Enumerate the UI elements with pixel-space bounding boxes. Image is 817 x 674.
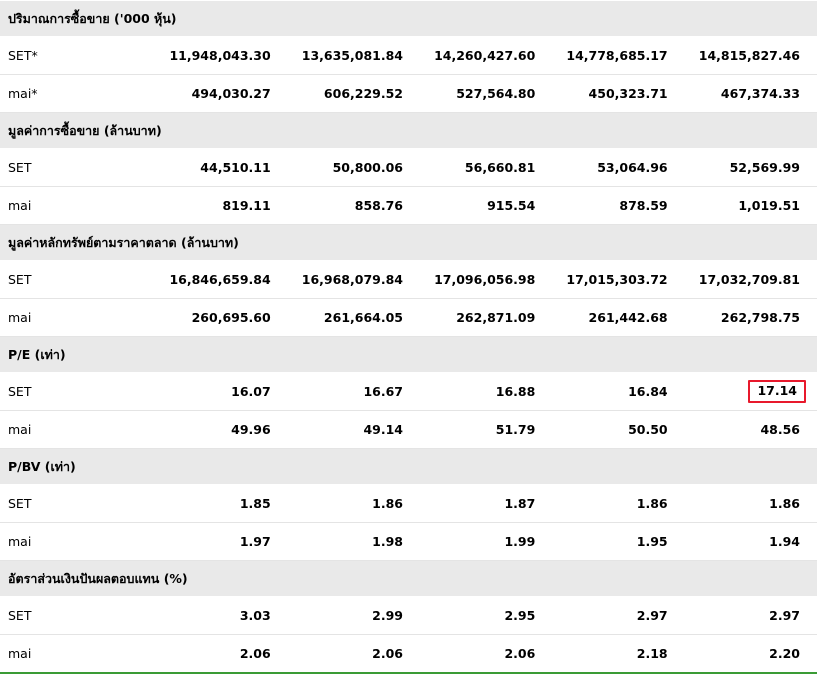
value-cell: 1.94 <box>685 523 817 561</box>
value-cell: 2.06 <box>155 635 287 674</box>
value-cell <box>685 373 817 411</box>
value-cell: 1,019.51 <box>685 187 817 225</box>
value-cell: 56,660.81 <box>420 149 552 187</box>
table-row <box>0 75 817 113</box>
value-cell: 52,569.99 <box>685 149 817 187</box>
section-heading: P/E (เท่า) <box>0 337 817 373</box>
value-cell: 16.84 <box>552 373 684 411</box>
value-cell: 48.56 <box>685 411 817 449</box>
row-label: mai <box>0 523 155 561</box>
row-label: SET <box>0 597 155 635</box>
value-cell: 16.67 <box>288 373 420 411</box>
table-row <box>0 373 817 411</box>
table-row <box>0 299 817 337</box>
value-cell: 1.86 <box>685 485 817 523</box>
value-cell: 2.97 <box>552 597 684 635</box>
value-cell: 53,064.96 <box>552 149 684 187</box>
row-label: SET <box>0 373 155 411</box>
row-label: SET* <box>0 37 155 75</box>
table-row <box>0 37 817 75</box>
value-cell: 2.99 <box>288 597 420 635</box>
row-label: mai <box>0 411 155 449</box>
value-cell: 494,030.27 <box>155 75 287 113</box>
value-cell: 14,778,685.17 <box>552 37 684 75</box>
value-cell: 49.14 <box>288 411 420 449</box>
highlighted-value: 17.14 <box>748 380 806 403</box>
value-cell: 858.76 <box>288 187 420 225</box>
value-cell: 16,846,659.84 <box>155 261 287 299</box>
value-cell: 49.96 <box>155 411 287 449</box>
value-cell: 1.87 <box>420 485 552 523</box>
row-label: mai <box>0 299 155 337</box>
section-heading: มูลค่าการซื้อขาย (ล้านบาท) <box>0 113 817 149</box>
value-cell: 915.54 <box>420 187 552 225</box>
value-cell: 14,260,427.60 <box>420 37 552 75</box>
section-heading-row <box>0 225 817 261</box>
value-cell: 13,635,081.84 <box>288 37 420 75</box>
section-heading: ปริมาณการซื้อขาย ('000 หุ้น) <box>0 1 817 37</box>
section-heading: มูลค่าหลักทรัพย์ตามราคาตลาด (ล้านบาท) <box>0 225 817 261</box>
section-heading-row <box>0 449 817 485</box>
value-cell: 16.88 <box>420 373 552 411</box>
value-cell: 261,442.68 <box>552 299 684 337</box>
value-cell: 261,664.05 <box>288 299 420 337</box>
value-cell: 260,695.60 <box>155 299 287 337</box>
value-cell: 17,032,709.81 <box>685 261 817 299</box>
table-row <box>0 261 817 299</box>
value-cell: 16,968,079.84 <box>288 261 420 299</box>
value-cell: 2.20 <box>685 635 817 674</box>
value-cell: 1.86 <box>288 485 420 523</box>
value-cell: 878.59 <box>552 187 684 225</box>
value-cell: 450,323.71 <box>552 75 684 113</box>
value-cell: 44,510.11 <box>155 149 287 187</box>
section-heading-row <box>0 561 817 597</box>
table-row <box>0 523 817 561</box>
value-cell: 1.97 <box>155 523 287 561</box>
value-cell: 2.97 <box>685 597 817 635</box>
value-cell: 3.03 <box>155 597 287 635</box>
value-cell: 50,800.06 <box>288 149 420 187</box>
row-label: mai <box>0 187 155 225</box>
row-label: mai <box>0 635 155 674</box>
value-cell: 51.79 <box>420 411 552 449</box>
value-cell: 606,229.52 <box>288 75 420 113</box>
row-label: mai* <box>0 75 155 113</box>
section-heading: P/BV (เท่า) <box>0 449 817 485</box>
section-heading-row <box>0 113 817 149</box>
value-cell: 262,871.09 <box>420 299 552 337</box>
value-cell: 1.99 <box>420 523 552 561</box>
value-cell: 17,096,056.98 <box>420 261 552 299</box>
value-cell: 11,948,043.30 <box>155 37 287 75</box>
value-cell: 819.11 <box>155 187 287 225</box>
value-cell: 527,564.80 <box>420 75 552 113</box>
value-cell: 262,798.75 <box>685 299 817 337</box>
value-cell: 1.85 <box>155 485 287 523</box>
table-row <box>0 485 817 523</box>
value-cell: 16.07 <box>155 373 287 411</box>
value-cell: 50.50 <box>552 411 684 449</box>
section-heading-row <box>0 337 817 373</box>
value-cell: 2.06 <box>288 635 420 674</box>
value-cell: 467,374.33 <box>685 75 817 113</box>
value-cell: 17,015,303.72 <box>552 261 684 299</box>
value-cell: 2.06 <box>420 635 552 674</box>
row-label: SET <box>0 149 155 187</box>
value-cell: 1.98 <box>288 523 420 561</box>
value-cell: 2.95 <box>420 597 552 635</box>
value-cell: 1.95 <box>552 523 684 561</box>
table-row <box>0 411 817 449</box>
section-heading: อัตราส่วนเงินปันผลตอบแทน (%) <box>0 561 817 597</box>
section-heading-row <box>0 1 817 37</box>
value-cell: 14,815,827.46 <box>685 37 817 75</box>
table-row <box>0 187 817 225</box>
table-body <box>0 1 817 674</box>
table-row <box>0 597 817 635</box>
table-row <box>0 635 817 674</box>
value-cell: 2.18 <box>552 635 684 674</box>
row-label: SET <box>0 261 155 299</box>
table-row <box>0 149 817 187</box>
row-label: SET <box>0 485 155 523</box>
value-cell: 1.86 <box>552 485 684 523</box>
